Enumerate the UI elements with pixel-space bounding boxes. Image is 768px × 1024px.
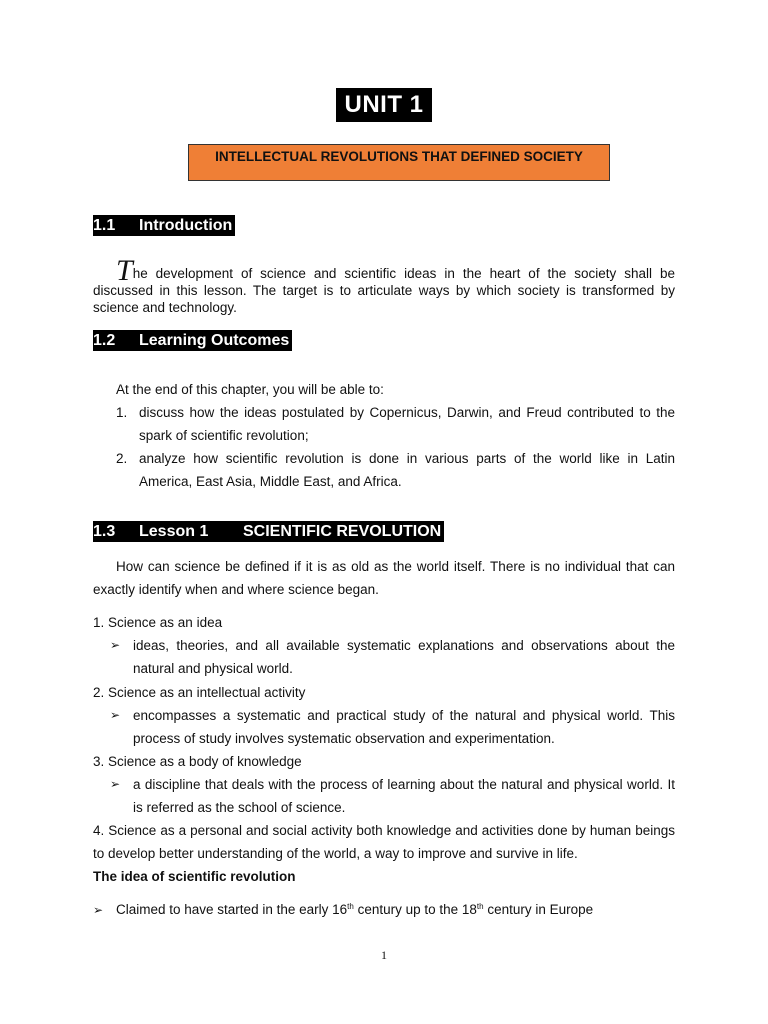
bullet-text: a discipline that deals with the process of learning about the natural and physical world. It is referred as the school of science. <box>133 777 675 815</box>
outcome-item <box>116 401 675 447</box>
intro-paragraph <box>93 254 675 316</box>
idea-heading: The idea of scientific revolution <box>93 869 296 884</box>
arrow-bullet-icon: ➢ <box>110 638 121 652</box>
science-item-bullet <box>110 634 675 680</box>
outcome-text: analyze how scientific revolution is done in various parts of the world like in Latin America, East Asia, Middle East, and Africa. <box>139 451 675 489</box>
arrow-bullet-icon: ➢ <box>110 708 121 722</box>
drop-cap: T <box>116 254 133 287</box>
lesson-label: Lesson 1 <box>139 523 209 540</box>
science-item-heading: 2. Science as an intellectual activity <box>93 685 306 700</box>
section-number: 1.2 <box>93 332 116 349</box>
science-item-4: 4. Science as a personal and social activity both knowledge and activities done by human beings to develop better understanding of the world, a way to improve and survive in life. <box>93 823 675 861</box>
page-number: 1 <box>381 948 387 962</box>
science-item-heading: 1. Science as an idea <box>93 615 223 630</box>
ordinal-suffix: th <box>347 902 354 911</box>
section-number: 1.3 <box>93 523 116 540</box>
bullet-text: century up to the 18 <box>353 902 477 917</box>
arrow-bullet-icon: ➢ <box>110 777 121 791</box>
section-title: Introduction <box>139 217 233 234</box>
section-title: Learning Outcomes <box>139 332 290 349</box>
outcome-item <box>116 447 675 493</box>
bullet-text: encompasses a systematic and practical study of the natural and physical world. This process of study involves systematic observation and experimentation. <box>133 708 675 746</box>
idea-bullet <box>93 900 593 920</box>
bullet-text: century in Europe <box>483 902 594 917</box>
ordinal-suffix: th <box>476 902 484 911</box>
lesson-intro-paragraph: How can science be defined if it is as old as the world itself. There is no individual that can exactly identify when and where science began. <box>93 559 675 597</box>
unit-title: UNIT 1 <box>336 88 432 122</box>
intro-text: he development of science and scientific ideas in the heart of the society shall be discussed in this lesson. The target is to articulate ways by which society is transformed by science and technology. <box>93 266 675 315</box>
outcome-number: 1. <box>116 405 128 420</box>
arrow-bullet-icon: ➢ <box>93 903 104 917</box>
section-heading-introduction <box>93 215 235 236</box>
science-item-bullet <box>110 704 675 750</box>
bullet-text: ideas, theories, and all available systematic explanations and observations about the natural and physical world. <box>133 638 675 676</box>
section-title: SCIENTIFIC REVOLUTION <box>243 523 442 540</box>
unit-banner: INTELLECTUAL REVOLUTIONS THAT DEFINED SOCIETY <box>188 144 610 181</box>
outcome-text: discuss how the ideas postulated by Copernicus, Darwin, and Freud contributed to the spark of scientific revolution; <box>139 405 675 443</box>
outcome-number: 2. <box>116 451 128 466</box>
bullet-text: Claimed to have started in the early 16 <box>116 902 348 917</box>
outcomes-lead: At the end of this chapter, you will be able to: <box>116 382 384 397</box>
section-number: 1.1 <box>93 217 116 234</box>
section-heading-learning-outcomes <box>93 330 292 351</box>
science-item-bullet <box>110 773 675 819</box>
section-heading-lesson-1 <box>93 521 444 542</box>
science-item-heading: 3. Science as a body of knowledge <box>93 754 302 769</box>
